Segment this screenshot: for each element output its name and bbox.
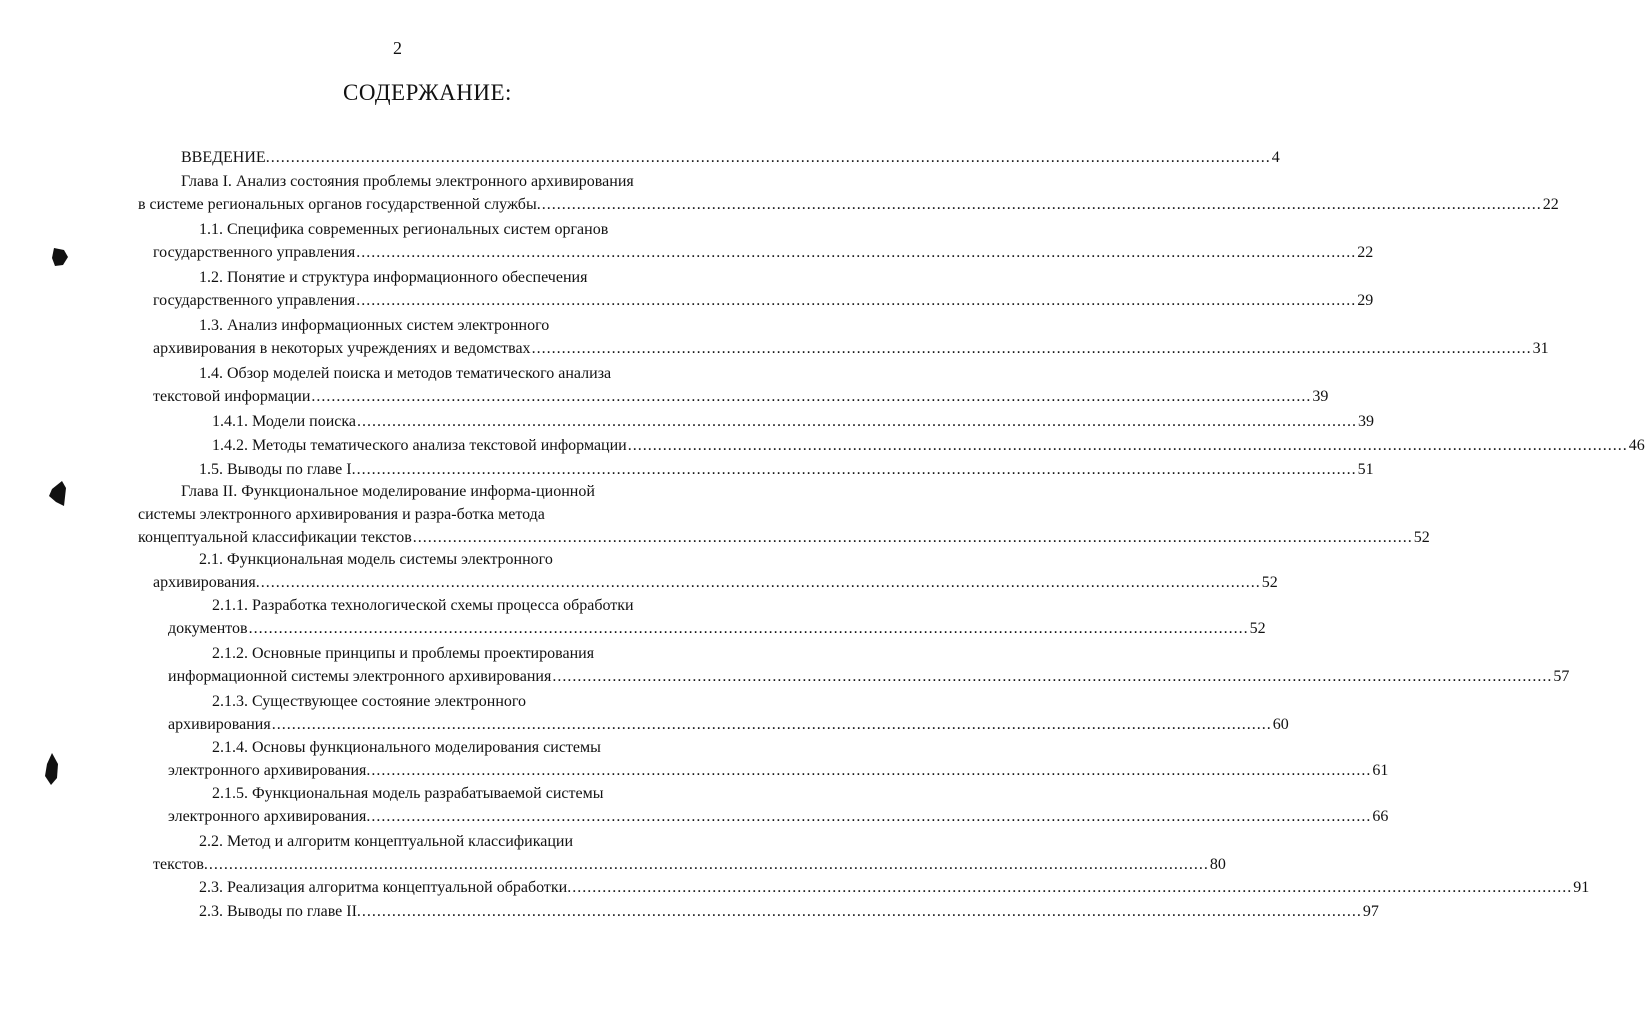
toc-leader-dots: ........................................................................................................................................................................................................ (271, 716, 1272, 733)
toc-page-number: 52 (1261, 574, 1278, 591)
scan-hole-mark (46, 480, 68, 508)
toc-page-number: 60 (1272, 716, 1289, 733)
toc-page-number: 29 (1357, 292, 1374, 309)
toc-leader-dots: ........................................................................................................................................................................................................ (371, 762, 1372, 779)
toc-entry-line (153, 241, 1374, 265)
toc-page-number: 52 (1249, 620, 1266, 637)
toc-leader-dots: ........................................................................................................................................................................................................ (270, 149, 1271, 166)
toc-page-number: 52 (1413, 529, 1430, 546)
toc-page-number: 91 (1573, 879, 1590, 896)
toc-entry-line (199, 830, 683, 854)
toc-page-number: 80 (1209, 856, 1226, 873)
toc-page-number: 51 (1357, 461, 1374, 478)
toc-entry-line (212, 594, 683, 618)
toc-page-number: 46 (1628, 437, 1645, 454)
toc-entry-text: в системе региональных органов государственной службы. (138, 196, 541, 213)
toc-entry-line (212, 782, 683, 806)
toc-page-number: 39 (1358, 413, 1375, 430)
toc-entry-line (153, 853, 1226, 877)
toc-page-number: 61 (1372, 762, 1389, 779)
toc-entry-line (212, 642, 683, 666)
toc-entry-text: информационной системы электронного архивирования (168, 668, 552, 685)
toc-leader-dots: ........................................................................................................................................................................................................ (552, 668, 1553, 685)
toc-page-number: 97 (1362, 903, 1379, 920)
toc-leader-dots: ........................................................................................................................................................................................................ (356, 292, 1357, 309)
toc-entry-text: 1.4. Обзор моделей поиска и методов тематического анализа (199, 365, 612, 382)
toc-leader-dots: ........................................................................................................................................................................................................ (357, 413, 1358, 430)
toc-entry-line (199, 314, 683, 338)
toc-page-number: 22 (1542, 196, 1559, 213)
toc-entry-text: концептуальной классификации текстов (138, 529, 412, 546)
toc-page-number: 57 (1553, 668, 1570, 685)
toc-entry-text: 1.4.2. Методы тематического анализа текстовой информации (212, 437, 627, 454)
toc-leader-dots: ........................................................................................................................................................................................................ (627, 437, 1628, 454)
scan-hole-mark (50, 246, 70, 268)
toc-entry-line (212, 434, 1645, 458)
toc-entry-text: электронного архивирования. (168, 808, 371, 825)
toc-leader-dots: ........................................................................................................................................................................................................ (260, 574, 1261, 591)
toc-entry-text: 1.3. Анализ информационных систем электронного (199, 317, 550, 334)
toc-entry-text: 2.1. Функциональная модель системы электронного (199, 551, 553, 568)
toc-entry-text: 1.2. Понятие и структура информационного обеспечения (199, 269, 588, 286)
toc-entry-text: государственного управления (153, 244, 356, 261)
toc-entry-line (181, 170, 683, 194)
toc-entry-text: системы электронного архивирования и разра-ботка метода (138, 506, 545, 523)
toc-entry-line (168, 665, 1570, 689)
toc-leader-dots: ........................................................................................................................................................................................................ (412, 529, 1413, 546)
page-title: СОДЕРЖАНИЕ: (343, 80, 512, 105)
toc-entry-text: текстов. (153, 856, 208, 873)
scan-hole-mark (42, 752, 62, 786)
toc-leader-dots: ........................................................................................................................................................................................................ (356, 244, 1357, 261)
toc-entry-line (138, 503, 683, 527)
toc-entry-line (212, 736, 683, 760)
toc-entry-text: 1.4.1. Модели поиска (212, 413, 357, 430)
toc-entry-text: Глава I. Анализ состояния проблемы электронного архивирования (181, 173, 634, 190)
toc-entry-line (181, 480, 683, 504)
page-number: 2 (393, 38, 402, 58)
toc-entry-line (153, 385, 1329, 409)
toc-leader-dots: ........................................................................................................................................................................................................ (208, 856, 1209, 873)
toc-leader-dots: ........................................................................................................................................................................................................ (572, 879, 1573, 896)
toc-entry-line (199, 458, 1374, 482)
toc-entry-text: архивирования. (153, 574, 260, 591)
toc-entry-line (138, 526, 1430, 550)
toc-entry-text: архивирования (168, 716, 271, 733)
toc-entry-text: государственного управления (153, 292, 356, 309)
toc-entry-text: ВВЕДЕНИЕ. (181, 149, 270, 166)
toc-entry-line (138, 193, 1559, 217)
toc-entry-line (168, 617, 1266, 641)
toc-entry-line (199, 218, 683, 242)
toc-entry-text: архивирования в некоторых учреждениях и ведомствах (153, 340, 531, 357)
toc-entry-line (153, 289, 1374, 313)
toc-entry-line (168, 805, 1389, 829)
toc-entry-line (199, 362, 683, 386)
toc-entry-line (181, 146, 1280, 170)
toc-entry-line (212, 690, 683, 714)
toc-entry-text: документов (168, 620, 248, 637)
toc-leader-dots: ........................................................................................................................................................................................................ (531, 340, 1532, 357)
toc-page-number: 39 (1312, 388, 1329, 405)
toc-leader-dots: ........................................................................................................................................................................................................ (248, 620, 1249, 637)
toc-leader-dots: ........................................................................................................................................................................................................ (311, 388, 1312, 405)
toc-entry-text: 2.1.2. Основные принципы и проблемы проектирования (212, 645, 595, 662)
toc-entry-line (199, 548, 683, 572)
toc-leader-dots: ........................................................................................................................................................................................................ (371, 808, 1372, 825)
toc-entry-text: 1.1. Специфика современных региональных систем органов (199, 221, 609, 238)
toc-entry-text: 2.1.4. Основы функционального моделирования системы (212, 739, 601, 756)
toc-leader-dots: ........................................................................................................................................................................................................ (356, 461, 1357, 478)
toc-entry-text: 1.5. Выводы по главе I. (199, 461, 356, 478)
toc-page-number: 4 (1271, 149, 1280, 166)
toc-entry-line (199, 876, 1590, 900)
toc-page-number: 66 (1372, 808, 1389, 825)
toc-entry-text: 2.3. Реализация алгоритма концептуальной обработки. (199, 879, 572, 896)
toc-entry-line (153, 571, 1278, 595)
toc-entry-line (199, 266, 683, 290)
toc-entry-text: 2.2. Метод и алгоритм концептуальной классификации (199, 833, 574, 850)
toc-entry-text: электронного архивирования. (168, 762, 371, 779)
toc-entry-line (168, 759, 1389, 783)
toc-entry-text: 2.1.5. Функциональная модель разрабатываемой системы (212, 785, 604, 802)
toc-page-number: 31 (1532, 340, 1549, 357)
toc-leader-dots: ........................................................................................................................................................................................................ (361, 903, 1362, 920)
toc-entry-text: 2.1.1. Разработка технологической схемы процесса обработки (212, 597, 634, 614)
toc-entry-line (199, 900, 1379, 924)
toc-entry-line (212, 410, 1375, 434)
toc-entry-line (168, 713, 1289, 737)
toc-page-number: 22 (1357, 244, 1374, 261)
toc-entry-text: 2.1.3. Существующее состояние электронного (212, 693, 527, 710)
toc-entry-line (153, 337, 1549, 361)
toc-entry-text: Глава II. Функциональное моделирование информа-ционной (181, 483, 595, 500)
toc-entry-text: 2.3. Выводы по главе II. (199, 903, 361, 920)
toc-leader-dots: ........................................................................................................................................................................................................ (541, 196, 1542, 213)
toc-entry-text: текстовой информации (153, 388, 311, 405)
